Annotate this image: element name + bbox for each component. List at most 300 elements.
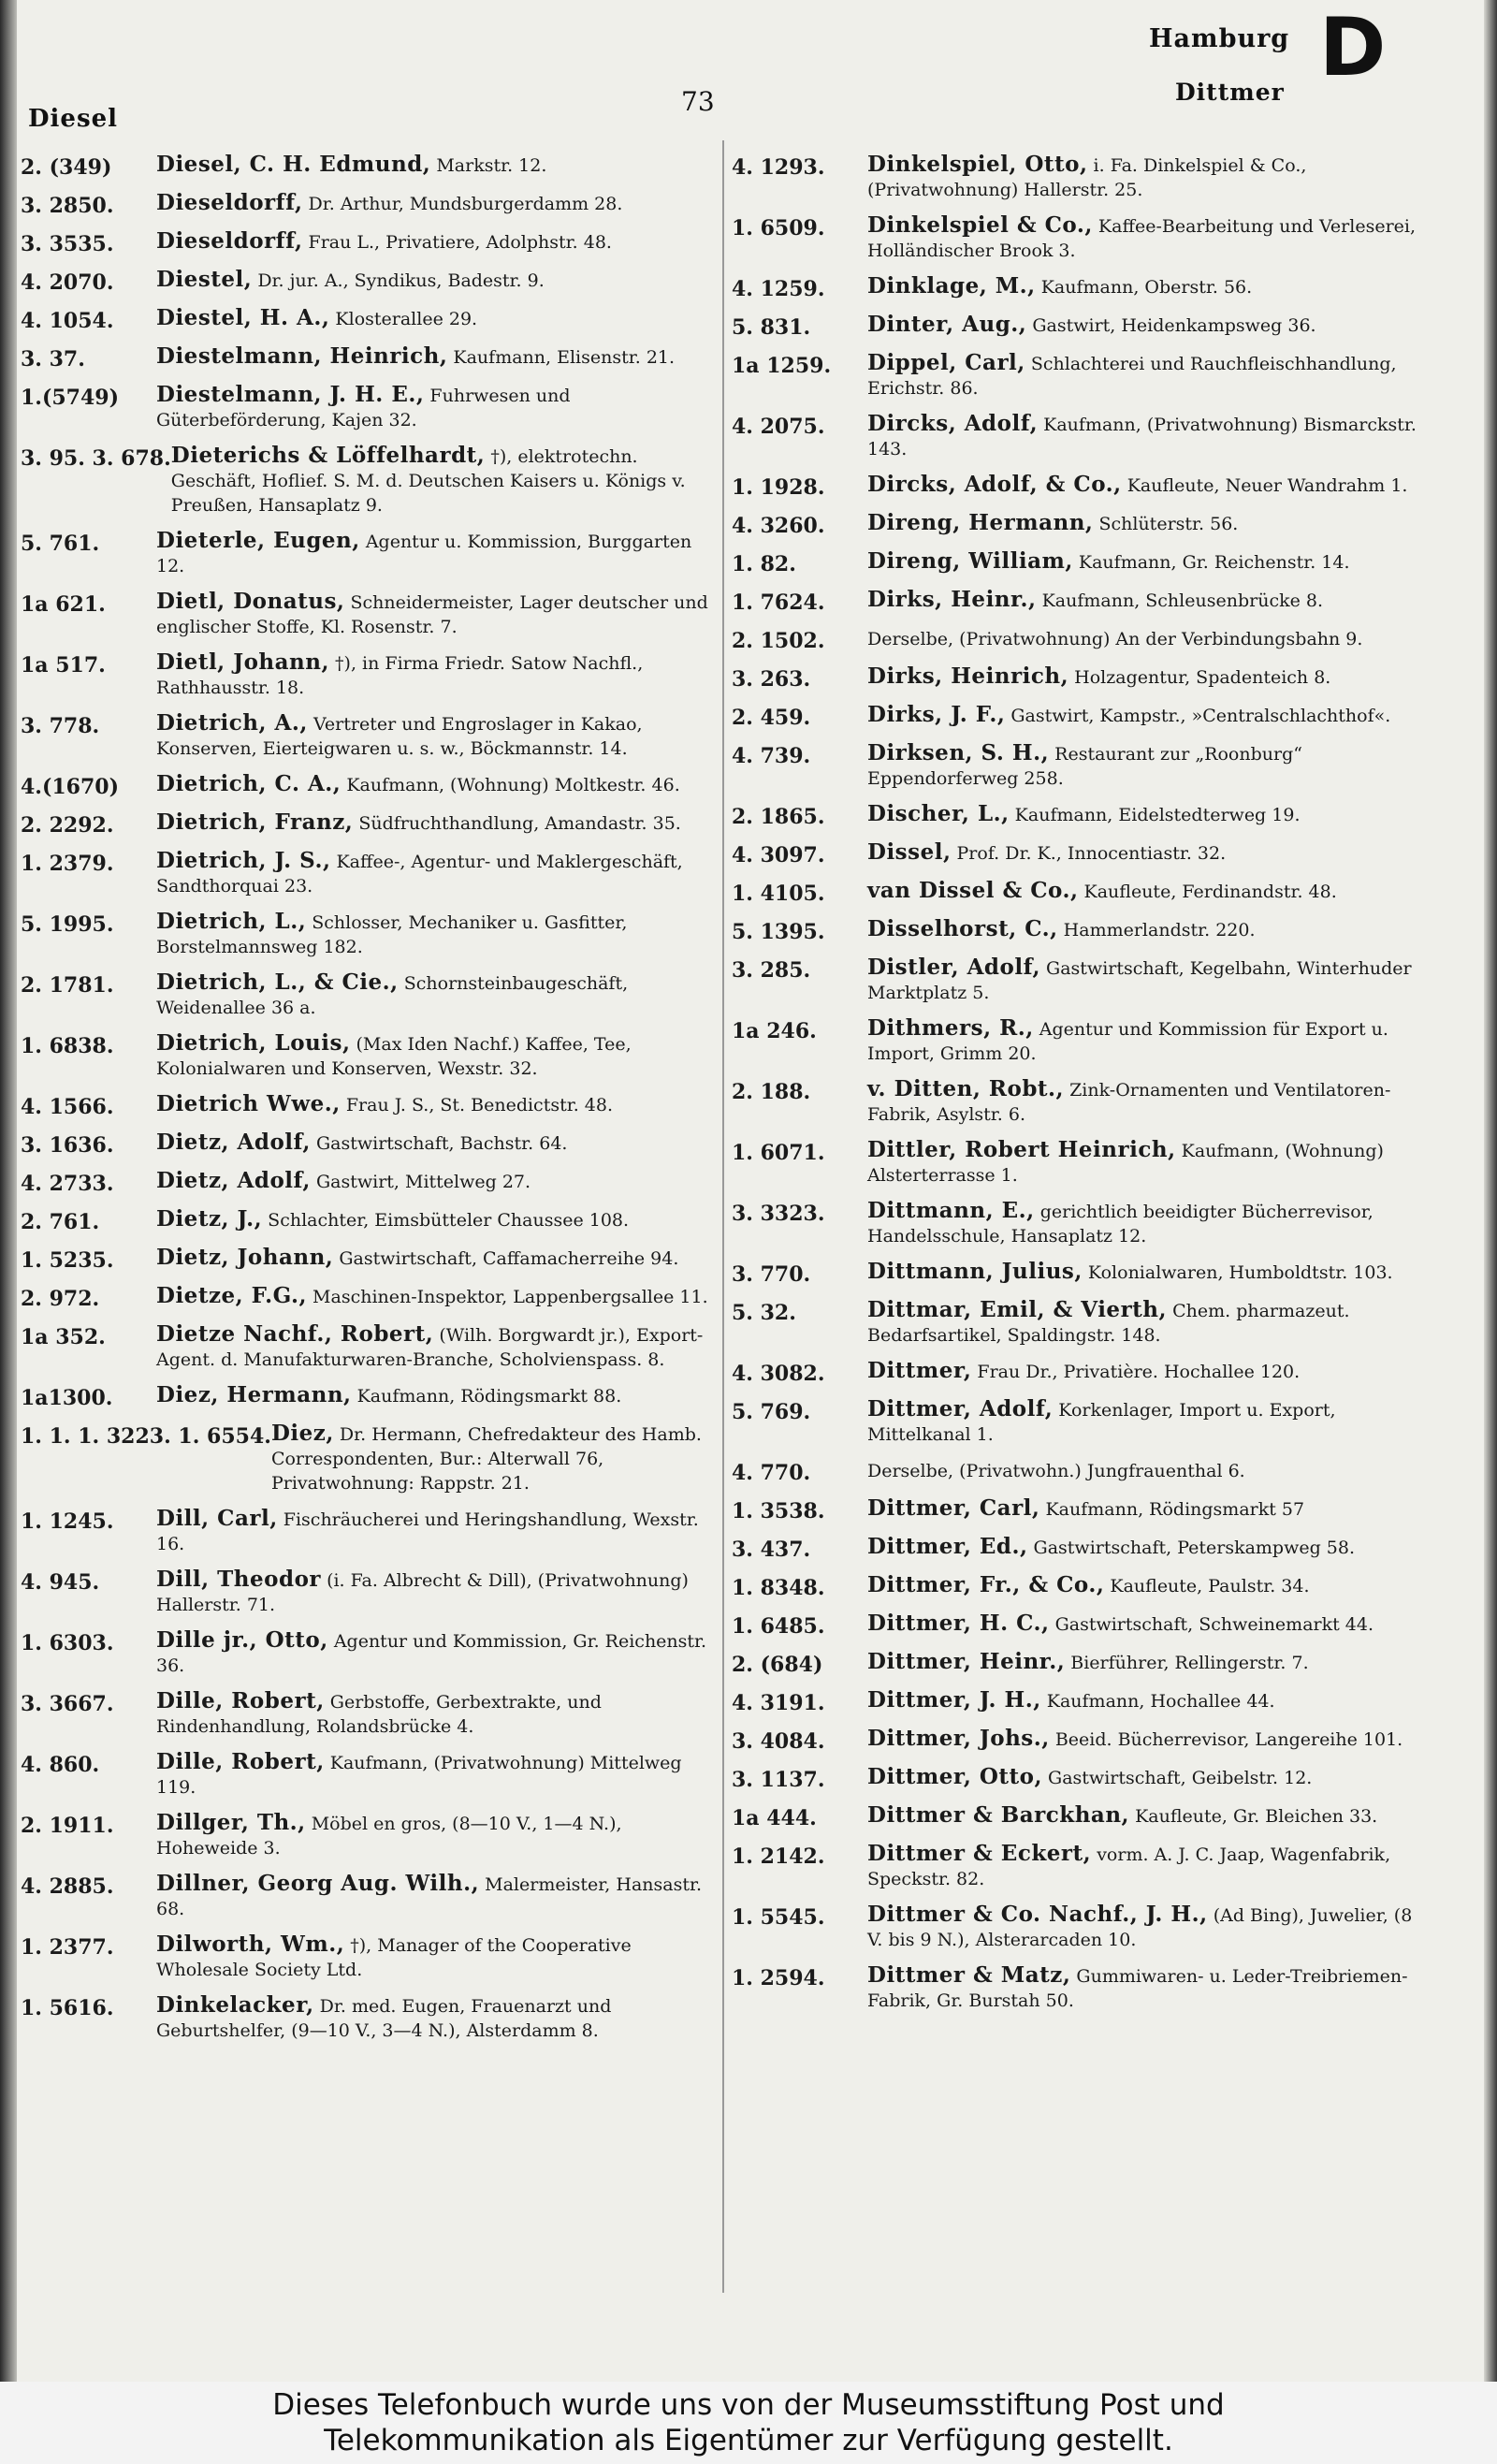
subscriber-name: Dietrich, A., [156, 710, 308, 736]
listing-body [156, 1246, 713, 1273]
subscriber-details: Gastwirtschaft, Kegelbahn, Winterhuder Marktplatz 5. [867, 958, 1412, 1003]
subscriber-name: Direng, William, [867, 548, 1073, 574]
listing-entry [732, 840, 1424, 868]
subscriber-name: Dietze, F.G., [156, 1283, 308, 1308]
phone-number: 1a 621. [21, 592, 106, 617]
listing-body [867, 1688, 1424, 1715]
footer-notice [0, 2382, 1497, 2464]
listing-entry [21, 1322, 713, 1372]
phone-number: 2. 1911. [21, 1814, 114, 1838]
listing-entry [21, 1507, 713, 1556]
phone-number: 2. 1781. [21, 973, 114, 998]
subscriber-details: Fischräucherei und Heringshandlung, Wexstr. 16. [156, 1509, 699, 1554]
subscriber-details: vorm. A. J. C. Jaap, Wagenfabrik, Speckstr. 82. [867, 1844, 1391, 1889]
subscriber-name: Dietz, Johann, [156, 1245, 334, 1270]
subscriber-details: Kaufleute, Neuer Wandrahm 1. [1121, 475, 1408, 496]
subscriber-name: Dittmer, H. C., [867, 1611, 1050, 1636]
subscriber-name: Dille jr., Otto, [156, 1627, 328, 1653]
listing-entry [732, 1359, 1424, 1386]
listing-body [156, 1130, 713, 1158]
subscriber-details: Derselbe, (Privatwohn.) Jungfrauenthal 6. [867, 1461, 1245, 1481]
subscriber-name: Dinklage, M., [867, 273, 1036, 299]
listing-entry [21, 1169, 713, 1196]
listing-body [867, 274, 1424, 301]
listing-entry [732, 213, 1424, 263]
phone-number: 4. 2070. [21, 270, 114, 295]
subscriber-details: Schlachterei und Rauchfleischhandlung, Erichstr. 86. [867, 354, 1397, 399]
subscriber-name: Dietrich, Louis, [156, 1030, 351, 1056]
phone-number: 5. 1995. [21, 912, 114, 937]
subscriber-details: Kaufleute, Paulstr. 34. [1104, 1576, 1310, 1596]
phone-number: 2. 1865. [732, 805, 825, 829]
listing-entry [21, 1872, 713, 1921]
phone-number: 1. 6071. [732, 1141, 825, 1165]
listing-entry [732, 1903, 1424, 1952]
subscriber-name: Dietrich Wwe., [156, 1091, 341, 1116]
subscriber-details: Maschinen-Inspektor, Lappenbergsallee 11. [307, 1287, 708, 1307]
phone-number: 1. 6485. [732, 1614, 825, 1639]
subscriber-details: Chem. pharmazeut. Bedarfsartikel, Spaldingstr. 148. [867, 1301, 1350, 1346]
phone-number: 1. 8348. [732, 1576, 825, 1600]
listing-body [867, 473, 1424, 500]
subscriber-name: Dietz, J., [156, 1206, 263, 1232]
listing-body [156, 910, 713, 959]
phone-number: 1. 5616. [21, 1996, 114, 2020]
phone-number: 3. 1636. [21, 1133, 114, 1158]
subscriber-name: Dieseldorff, [156, 190, 303, 215]
phone-number: 4. 3097. [732, 843, 825, 868]
listing-entry [21, 590, 713, 639]
phone-number: 3. 3323. [732, 1202, 825, 1226]
listing-body [271, 1422, 713, 1495]
subscriber-name: Diez, Hermann, [156, 1382, 352, 1407]
listing-entry [21, 1284, 713, 1311]
right-column [732, 153, 1424, 2024]
listing-entry [732, 1496, 1424, 1524]
phone-number: 4. 739. [732, 744, 811, 768]
listing-body [156, 383, 713, 432]
listing-body [867, 1016, 1424, 1066]
subscriber-name: Dietrich, C. A., [156, 771, 342, 796]
subscriber-name: Dittmar, Emil, & Vierth, [867, 1297, 1168, 1322]
phone-number: 1. 82. [732, 552, 796, 576]
subscriber-name: Dill, Theodor [156, 1567, 322, 1592]
subscriber-name: Dinkelspiel, Otto, [867, 152, 1088, 177]
listing-entry [21, 650, 713, 700]
listing-entry [732, 626, 1424, 653]
subscriber-name: Dietrich, Franz, [156, 809, 354, 835]
listing-entry [732, 1535, 1424, 1562]
phone-number: 1. 6838. [21, 1034, 114, 1058]
subscriber-details: Kaufmann, Hochallee 44. [1040, 1691, 1275, 1712]
subscriber-details: Hammerlandstr. 220. [1057, 920, 1256, 940]
listing-body [156, 1507, 713, 1556]
subscriber-name: Dill, Carl, [156, 1506, 278, 1531]
phone-number: 2. (684) [732, 1653, 823, 1677]
subscriber-details: Schlosser, Mechaniker u. Gasfitter, Borstelmannsweg 182. [156, 912, 628, 957]
listing-body [867, 1963, 1424, 2013]
subscriber-details: Agentur und Kommission, Gr. Reichenstr. 36. [156, 1631, 707, 1676]
listing-body [867, 1803, 1424, 1830]
phone-number: 1. 2377. [21, 1935, 114, 1960]
phone-number: 4. 3260. [732, 514, 825, 538]
listing-body [867, 1573, 1424, 1600]
listing-body [156, 650, 713, 700]
subscriber-name: Dittmer & Barckhan, [867, 1802, 1130, 1828]
phone-number: 4. 945. [21, 1570, 100, 1595]
phone-number: 4. 1293. [732, 155, 825, 180]
listing-body [867, 664, 1424, 692]
listing-body [156, 268, 713, 295]
subscriber-name: Dittmer & Eckert, [867, 1841, 1092, 1866]
listing-entry [21, 910, 713, 959]
phone-number: 3. 95. 3. 678. [21, 446, 171, 471]
listing-entry [732, 1458, 1424, 1485]
listing-entry [21, 229, 713, 256]
subscriber-details: Restaurant zur „Roonburg“ Eppendorferweg 258. [867, 744, 1302, 789]
phone-number: 4. 3082. [732, 1362, 825, 1386]
subscriber-details: Gastwirtschaft, Schweinemarkt 44. [1049, 1614, 1374, 1635]
subscriber-name: Diestelmann, J. H. E., [156, 382, 425, 407]
running-head-right: Dittmer [1175, 79, 1285, 106]
phone-number: 1. 3538. [732, 1499, 825, 1524]
phone-number: 4. 1054. [21, 309, 114, 333]
phone-number: 2. 761. [21, 1210, 100, 1234]
phone-number: 5. 761. [21, 532, 100, 556]
subscriber-details: Dr. Hermann, Chefredakteur des Hamb. Correspondenten, Bur.: Alterwall 76, Privatwohnung: Rappstr. 21. [270, 1424, 702, 1494]
listing-entry [732, 1727, 1424, 1754]
subscriber-name: Dittmer & Co. Nachf., J. H., [867, 1902, 1208, 1927]
phone-number: 4. 2075. [732, 415, 825, 439]
listing-body [867, 1650, 1424, 1677]
phone-number: 1. 5545. [732, 1905, 825, 1930]
phone-number: 1. 4105. [732, 882, 825, 906]
listing-entry [21, 1207, 713, 1234]
footer-line-1: Dieses Telefonbuch wurde uns von der Museumsstiftung Post und [272, 2388, 1225, 2422]
subscriber-name: Dietz, Adolf, [156, 1130, 311, 1155]
listing-entry [732, 917, 1424, 944]
listing-entry [732, 1842, 1424, 1891]
listing-entry [21, 306, 713, 333]
subscriber-details: †), in Firma Friedr. Satow Nachfl., Rathhausstr. 18. [156, 653, 644, 698]
subscriber-details: Schneidermeister, Lager deutscher und englischer Stoffe, Kl. Rosenstr. 7. [156, 592, 708, 637]
listing-body [156, 1628, 713, 1678]
listing-entry [21, 1031, 713, 1081]
subscriber-name: Dinkelacker, [156, 1992, 314, 2018]
listing-entry [21, 1993, 713, 2043]
subscriber-details: Schlachter, Eimsbütteler Chaussee 108. [262, 1210, 630, 1231]
subscriber-details: †), elektrotechn. Geschäft, Hoflief. S. M. d. Deutschen Kaisers u. Königs v. Preußen, Hansaplatz 9. [170, 446, 686, 516]
subscriber-name: Disselhorst, C., [867, 916, 1058, 941]
subscriber-name: Dietl, Donatus, [156, 589, 345, 614]
phone-number: 5. 1395. [732, 920, 825, 944]
subscriber-details: (Wilh. Borgwardt jr.), Export-Agent. d. Manufakturwaren-Branche, Scholvienspass. 8. [156, 1325, 704, 1370]
subscriber-details: Gastwirtschaft, Caffamacherreihe 94. [333, 1248, 679, 1269]
phone-number: 1. 5235. [21, 1248, 114, 1273]
listing-body [156, 1872, 713, 1921]
listing-body [867, 412, 1424, 461]
listing-body [156, 344, 713, 372]
phone-number: 1. 7624. [732, 590, 825, 615]
listing-body [867, 840, 1424, 868]
phone-number: 3. 3535. [21, 232, 114, 256]
listing-body [867, 549, 1424, 576]
listing-body [867, 1298, 1424, 1348]
subscriber-details: (i. Fa. Albrecht & Dill), (Privatwohnung) Hallerstr. 71. [156, 1570, 689, 1615]
subscriber-details: Fuhrwesen und Güterbeförderung, Kajen 32. [156, 386, 571, 430]
listing-body [867, 741, 1424, 791]
phone-number: 2. 1502. [732, 629, 825, 653]
listing-body [156, 970, 713, 1020]
subscriber-details: Gerbstoffe, Gerbextrakte, und Rindenhandlung, Rolandsbrücke 4. [156, 1692, 602, 1737]
listing-entry [732, 351, 1424, 401]
subscriber-details: Gastwirt, Heidenkampsweg 36. [1026, 315, 1316, 336]
listing-body [867, 1611, 1424, 1639]
subscriber-details: Kaffee-, Agentur- und Maklergeschäft, Sandthorquai 23. [156, 852, 683, 897]
listing-body [867, 511, 1424, 538]
phone-number: 3. 285. [732, 958, 811, 983]
listing-entry [21, 1246, 713, 1273]
subscriber-details: Gastwirtschaft, Peterskampweg 58. [1027, 1538, 1356, 1558]
subscriber-details: Kaffee-Bearbeitung und Verleserei, Holländischer Brook 3. [867, 216, 1417, 261]
subscriber-name: Dirks, Heinr., [867, 587, 1037, 612]
subscriber-name: Dittmer, Heinr., [867, 1649, 1066, 1674]
subscriber-name: Diesel, C. H. Edmund, [156, 152, 431, 177]
subscriber-details: Malermeister, Hansastr. 68. [156, 1874, 703, 1919]
subscriber-name: Dittmer, Fr., & Co., [867, 1572, 1105, 1597]
phone-number: 2. 972. [21, 1287, 100, 1311]
listing-entry [21, 1422, 713, 1495]
subscriber-name: Dietl, Johann, [156, 649, 329, 675]
listing-body [867, 703, 1424, 730]
listing-body [156, 1932, 713, 1982]
phone-number: 1. 1928. [732, 475, 825, 500]
subscriber-details: Agentur und Kommission für Export u. Import, Grimm 20. [867, 1019, 1388, 1064]
listing-body [156, 1993, 713, 2043]
subscriber-name: Dieterichs & Löffelhardt, [170, 443, 486, 468]
subscriber-details: Gastwirt, Kampstr., »Centralschlachthof«. [1005, 706, 1391, 726]
phone-number: 3. 2850. [21, 194, 114, 218]
listing-entry [732, 1260, 1424, 1287]
listing-body [156, 711, 713, 761]
listing-entry [21, 1811, 713, 1860]
listing-body [156, 229, 713, 256]
subscriber-details: Derselbe, (Privatwohnung) An der Verbindungsbahn 9. [867, 629, 1363, 649]
listing-entry [732, 955, 1424, 1005]
listing-entry [732, 473, 1424, 500]
phone-number: 3. 770. [732, 1262, 811, 1287]
listing-body [867, 1458, 1424, 1485]
listing-body [867, 917, 1424, 944]
subscriber-name: Distler, Adolf, [867, 955, 1040, 980]
subscriber-details: Südfruchthandlung, Amandastr. 35. [353, 813, 681, 834]
phone-number: 1. 1245. [21, 1509, 114, 1534]
phone-number: 1a 1259. [732, 354, 832, 378]
listing-entry [732, 741, 1424, 791]
subscriber-name: Discher, L., [867, 801, 1010, 826]
footer-line-2: Telekommunikation als Eigentümer zur Verfügung gestellt. [324, 2424, 1173, 2457]
subscriber-name: Dittmer, J. H., [867, 1687, 1041, 1713]
subscriber-name: Diestelmann, Heinrich, [156, 343, 448, 369]
subscriber-details: Kaufmann, Eidelstedterweg 19. [1009, 805, 1301, 825]
phone-number: 1a 517. [21, 653, 106, 678]
subscriber-name: Dircks, Adolf, [867, 411, 1039, 436]
subscriber-details: Frau Dr., Privatière. Hochallee 120. [971, 1362, 1301, 1382]
listing-body [156, 1092, 713, 1119]
listing-body [867, 1138, 1424, 1188]
phone-number: 3. 437. [732, 1538, 811, 1562]
phone-number: 1a 246. [732, 1019, 817, 1043]
subscriber-details: Möbel en gros, (8—10 V., 1—4 N.), Hoheweide 3. [156, 1814, 622, 1859]
subscriber-details: Gastwirtschaft, Geibelstr. 12. [1042, 1768, 1313, 1788]
listing-body [156, 153, 713, 180]
listing-entry [21, 1383, 713, 1410]
subscriber-name: Dissel, [867, 839, 952, 865]
phone-number: 4. 1566. [21, 1095, 114, 1119]
page-edge-left [0, 0, 17, 2382]
phone-number: 1. 6303. [21, 1631, 114, 1655]
subscriber-details: (Max Iden Nachf.) Kaffee, Tee, Kolonialwaren und Konserven, Wexstr. 32. [156, 1034, 632, 1079]
page-edge-right [1484, 0, 1497, 2382]
listing-entry [732, 1765, 1424, 1792]
listing-body [156, 1750, 713, 1800]
phone-number: 1. 1. 1. 3223. 1. 6554. [21, 1424, 271, 1449]
subscriber-name: Dillner, Georg Aug. Wilh., [156, 1871, 480, 1896]
subscriber-details: Kaufleute, Gr. Bleichen 33. [1129, 1806, 1378, 1827]
listing-body [867, 1727, 1424, 1754]
listing-entry [21, 810, 713, 838]
listing-entry [21, 1932, 713, 1982]
phone-number: 1. 2142. [732, 1844, 825, 1869]
subscriber-details: Beeid. Bücherrevisor, Langereihe 101. [1049, 1729, 1403, 1750]
subscriber-details: Kaufmann, Gr. Reichenstr. 14. [1072, 552, 1350, 573]
listing-entry [732, 412, 1424, 461]
subscriber-details: Gummiwaren- u. Leder-Treibriemen-Fabrik, Gr. Burstah 50. [867, 1966, 1408, 2011]
listing-body [867, 955, 1424, 1005]
listing-entry [21, 191, 713, 218]
listing-body [867, 1397, 1424, 1447]
listing-entry [732, 1138, 1424, 1188]
column-divider [722, 140, 724, 2293]
listing-entry [21, 268, 713, 295]
listing-entry [732, 549, 1424, 576]
listing-entry [21, 344, 713, 372]
phone-number: 2. 2292. [21, 813, 114, 838]
phone-number: 3. 4084. [732, 1729, 825, 1754]
phone-number: 3. 778. [21, 714, 100, 738]
subscriber-name: Direng, Hermann, [867, 510, 1094, 535]
listing-entry [732, 1298, 1424, 1348]
subscriber-name: Dittmer & Matz, [867, 1962, 1071, 1988]
subscriber-name: Dittmann, E., [867, 1198, 1035, 1223]
subscriber-name: Dietz, Adolf, [156, 1168, 311, 1193]
subscriber-name: Diestel, [156, 267, 253, 292]
listing-entry [732, 1397, 1424, 1447]
listing-body [867, 1535, 1424, 1562]
subscriber-details: Dr. jur. A., Syndikus, Badestr. 9. [252, 270, 545, 291]
subscriber-name: Dithmers, R., [867, 1015, 1034, 1041]
listing-entry [732, 1803, 1424, 1830]
listing-entry [21, 383, 713, 432]
subscriber-name: Dietze Nachf., Robert, [156, 1321, 434, 1347]
phone-number: 5. 32. [732, 1301, 796, 1325]
subscriber-details: Agentur u. Kommission, Burggarten 12. [156, 532, 692, 576]
listing-entry [21, 849, 713, 898]
listing-entry [21, 970, 713, 1020]
subscriber-details: Kaufmann, Oberstr. 56. [1035, 277, 1253, 298]
subscriber-name: Dittler, Robert Heinrich, [867, 1137, 1176, 1162]
listing-body [156, 306, 713, 333]
listing-body [156, 849, 713, 898]
listing-body [867, 1903, 1424, 1952]
subscriber-details: Kolonialwaren, Humboldtstr. 103. [1082, 1262, 1393, 1283]
listing-body [156, 191, 713, 218]
subscriber-name: Dirksen, S. H., [867, 740, 1050, 765]
listing-entry [21, 1092, 713, 1119]
subscriber-details: Gastwirt, Mittelweg 27. [310, 1172, 531, 1192]
subscriber-name: Diestel, H. A., [156, 305, 330, 330]
phone-number: 3. 1137. [732, 1768, 825, 1792]
subscriber-details: Schornsteinbaugeschäft, Weidenallee 36 a. [156, 973, 629, 1018]
listing-body [867, 802, 1424, 829]
listing-body [867, 351, 1424, 401]
listing-body [156, 1031, 713, 1081]
listing-entry [21, 1689, 713, 1739]
subscriber-details: (Ad Bing), Juwelier, (8 V. bis 9 N.), Alsterarcaden 10. [867, 1905, 1413, 1950]
listing-entry [732, 1688, 1424, 1715]
subscriber-details: Schlüterstr. 56. [1093, 514, 1239, 534]
listing-entry [732, 802, 1424, 829]
listing-body [867, 588, 1424, 615]
subscriber-details: Kaufleute, Ferdinandstr. 48. [1078, 882, 1337, 902]
subscriber-details: Markstr. 12. [430, 155, 547, 176]
listing-body [156, 1284, 713, 1311]
phone-number: 4. 2733. [21, 1172, 114, 1196]
phone-number: 4. 1259. [732, 277, 825, 301]
listing-body [867, 1199, 1424, 1248]
listing-body [867, 1359, 1424, 1386]
subscriber-name: Dittmer, Adolf, [867, 1396, 1054, 1422]
running-head-city: Hamburg [1149, 24, 1290, 53]
listing-entry [732, 588, 1424, 615]
listing-entry [21, 153, 713, 180]
listing-body [867, 313, 1424, 340]
subscriber-details: Kaufmann, (Wohnung) Alsterterrasse 1. [867, 1141, 1384, 1186]
listing-entry [732, 664, 1424, 692]
listing-entry [732, 1573, 1424, 1600]
phone-number: 2. 188. [732, 1080, 811, 1104]
listing-entry [21, 772, 713, 799]
listing-entry [21, 529, 713, 578]
listing-body [867, 1765, 1424, 1792]
listing-body [867, 213, 1424, 263]
subscriber-name: Dittmer, Carl, [867, 1495, 1040, 1521]
phone-number: 4. 2885. [21, 1874, 114, 1899]
listing-body [867, 626, 1424, 653]
section-letter: D [1319, 1, 1387, 95]
subscriber-details: Dr. Arthur, Mundsburgerdamm 28. [302, 194, 623, 214]
listing-entry [21, 444, 713, 518]
listing-entry [732, 1077, 1424, 1127]
phone-number: 4. 770. [732, 1461, 811, 1485]
subscriber-name: Dirks, Heinrich, [867, 663, 1069, 689]
listing-body [156, 1169, 713, 1196]
subscriber-details: Gastwirtschaft, Bachstr. 64. [310, 1133, 568, 1154]
listing-entry [21, 1130, 713, 1158]
subscriber-name: Dietrich, J. S., [156, 848, 331, 873]
phone-number: 5. 831. [732, 315, 811, 340]
phone-number: 1. 2379. [21, 852, 114, 876]
